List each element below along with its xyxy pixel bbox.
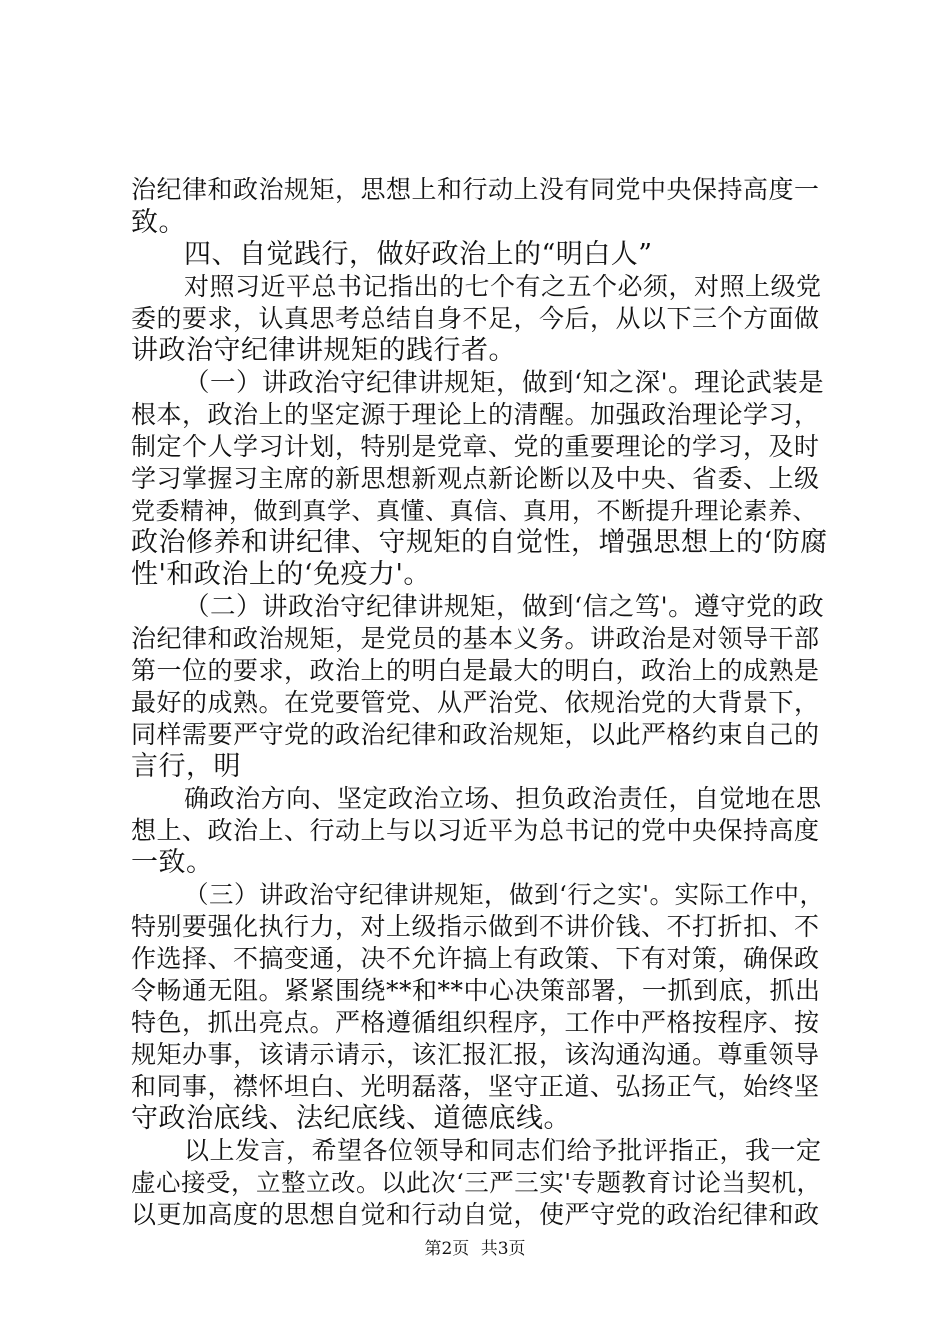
- page-total: 共3页: [480, 1239, 526, 1259]
- text-line: 特色，抓出亮点。严格遵循组织程序，工作中严格按程序、按: [131, 1008, 820, 1037]
- text-line: 令畅通无阻。紧紧围绕**和**中心决策部署，一抓到底，抓出: [131, 976, 821, 1005]
- text-line: 性'和政治上的‘免疫力'。: [131, 559, 431, 590]
- page-number: 第2页: [424, 1239, 470, 1259]
- text-line: 委的要求，认真思考总结自身不足，今后，从以下三个方面做: [131, 304, 820, 333]
- subsection-line: （二）讲政治守纪律讲规矩，做到‘信之笃'。遵守党的政: [184, 592, 825, 622]
- text-line: 确政治方向、坚定政治立场、担负政治责任，自觉地在思: [184, 784, 822, 813]
- text-line: 以上发言，希望各位领导和同志们给予批评指正，我一定: [184, 1136, 822, 1165]
- text-line: 言行，明: [131, 751, 241, 782]
- text-line: 治纪律和政治规矩，是党员的基本义务。讲政治是对领导干部: [131, 624, 820, 653]
- text-line: 学习掌握习主席的新思想新观点新论断以及中央、省委、上级: [131, 464, 820, 493]
- subsection-line: （三）讲政治守纪律讲规矩，做到‘行之实'。实际工作中，: [184, 880, 825, 909]
- text-line: 讲政治守纪律讲规矩的践行者。: [131, 335, 516, 366]
- section-heading: 四、自觉践行，做好政治上的“明白人”: [184, 239, 653, 270]
- text-line: 特别要强化执行力，对上级指示做到不讲价钱、不打折扣、不: [131, 912, 820, 941]
- text-line: 和同事，襟怀坦白、光明磊落，坚守正道、弘扬正气，始终坚: [131, 1072, 820, 1101]
- text-line: 第一位的要求，政治上的明白是最大的明白，政治上的成熟是: [131, 656, 820, 685]
- text-line: 根本，政治上的坚定源于理论上的清醒。加强政治理论学习，: [131, 400, 820, 429]
- text-line: 作选择、不搞变通，决不允许搞上有政策、下有对策，确保政: [131, 944, 820, 973]
- text-line: 虚心接受，立整立改。以此次‘三严三实'专题教育讨论当契机，: [131, 1168, 822, 1197]
- text-line: 制定个人学习计划，特别是党章、党的重要理论的学习，及时: [131, 432, 820, 461]
- text-line: 以更加高度的思想自觉和行动自觉，使严守党的政治纪律和政: [131, 1200, 820, 1229]
- page-footer: [0, 1238, 950, 1260]
- subsection-line: （一）讲政治守纪律讲规矩，做到‘知之深'。理论武装是: [184, 368, 825, 398]
- text-line: 同样需要严守党的政治纪律和政治规矩，以此严格约束自己的: [131, 720, 820, 749]
- text-line: 党委精神，做到真学、真懂、真信、真用，不断提升理论素养、: [131, 497, 817, 525]
- text-line: 最好的成熟。在党要管党、从严治党、依规治党的大背景下，: [131, 688, 820, 717]
- text-line: 一致。: [131, 847, 214, 878]
- text-line: 守政治底线、法纪底线、道德底线。: [131, 1103, 571, 1134]
- text-line: 政治修养和讲纪律、守规矩的自觉性，增强思想上的‘防腐: [131, 527, 828, 558]
- text-line: 想上、政治上、行动上与以习近平为总书记的党中央保持高度: [131, 816, 820, 845]
- text-line: 对照习近平总书记指出的七个有之五个必须，对照上级党: [184, 272, 822, 301]
- text-line: 治纪律和政治规矩，思想上和行动上没有同党中央保持高度一: [131, 175, 820, 204]
- text-line: 致。: [131, 207, 186, 238]
- text-line: 规矩办事，该请示请示，该汇报汇报，该沟通沟通。尊重领导: [131, 1040, 820, 1069]
